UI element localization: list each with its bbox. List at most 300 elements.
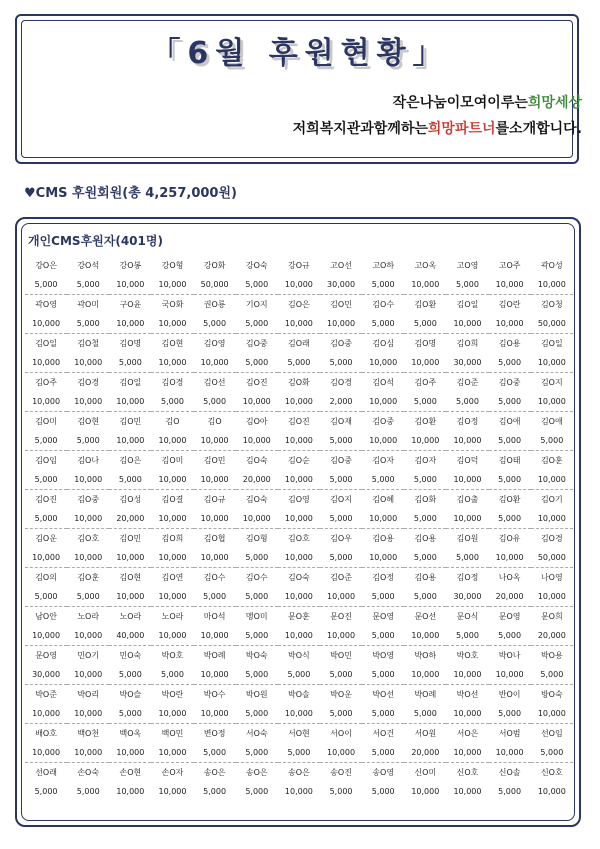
donor-amount: 2,000 [329,397,353,406]
donor-name: 김O숙 [236,451,278,471]
donor-amount: 5,000 [329,436,353,445]
donor-name: 노O라 [151,607,193,627]
donor-amount: 5,000 [498,709,522,718]
donor-name: 서O건 [362,724,404,744]
donor-amount: 5,000 [498,631,522,640]
donor-name: 김O수 [194,568,236,588]
donor-amount: 10,000 [453,475,482,484]
donor-name: 김O중 [489,373,531,393]
donor-amount: 10,000 [74,631,103,640]
donor-name: 김O형 [236,529,278,549]
donor-name: 곽O미 [67,295,109,315]
donor-amount: 5,000 [245,670,269,679]
donor-name: 김O미 [151,451,193,471]
donor-amount: 5,000 [371,787,395,796]
donor-amount: 5,000 [76,787,100,796]
donor-amount: 5,000 [540,436,564,445]
donor-name: 신O호 [446,763,488,783]
donor-amount: 10,000 [495,280,524,289]
donor-name: 박O리 [67,685,109,705]
donor-name: 문O훈 [278,607,320,627]
donor-name: 선O래 [25,763,67,783]
donor-name: 박O준 [25,685,67,705]
donor-name: 김O호 [67,529,109,549]
donor-amount: 20,000 [242,475,271,484]
donor-amount: 5,000 [161,397,184,406]
donor-name: 민O기 [67,646,109,666]
donor-name: 김O일 [531,334,573,354]
donor-amount: 10,000 [284,553,313,562]
donor-name: 서O현 [278,724,320,744]
donor-name: 김O경 [67,373,109,393]
donor-name: 김O중 [362,412,404,432]
donor-amount: 5,000 [34,280,58,289]
subtitle-line-1: 작은나눔이모여이루는희망세상 [392,95,582,111]
donor-name: 박O운 [320,685,362,705]
donor-amount: 20,000 [537,631,566,640]
donor-name: 김O중 [320,334,362,354]
donor-amount: 10,000 [158,787,187,796]
donor-amount: 10,000 [369,397,398,406]
donor-amount: 10,000 [411,280,440,289]
donor-name: 송O진 [320,763,362,783]
donor-amount: 10,000 [284,319,313,328]
donor-amount: 10,000 [284,592,313,601]
donor-amount: 5,000 [456,631,479,640]
donor-amount: 10,000 [32,358,61,367]
donor-amount: 10,000 [74,397,103,406]
donor-amount: 10,000 [158,514,187,523]
donor-amount: 10,000 [537,397,566,406]
donor-amount: 30,000 [453,592,482,601]
donor-name: 김O현 [151,334,193,354]
donor-name: 박O숙 [236,646,278,666]
donor-amount: 10,000 [158,592,187,601]
donor-amount: 10,000 [116,748,145,757]
donor-name: 서O범 [489,724,531,744]
donor-name: 김O민 [194,451,236,471]
donor-amount-row [25,743,573,763]
donor-name: 김O현 [109,568,151,588]
donor-name: 남O안 [25,607,67,627]
donor-name: 김O임 [25,451,67,471]
donor-name: 서O숙 [236,724,278,744]
donor-name: 송O은 [194,763,236,783]
donor-amount: 5,000 [203,787,227,796]
donor-amount: 20,000 [495,592,524,601]
donor-name: 박O민 [320,646,362,666]
donor-name: 김O결 [151,490,193,510]
donor-name: 김O수 [362,295,404,315]
donor-amount: 10,000 [242,397,271,406]
donor-amount: 5,000 [540,748,564,757]
donor-name: 국O화 [151,295,193,315]
donor-amount: 5,000 [245,553,269,562]
donor-name: 손O자 [151,763,193,783]
donor-amount: 5,000 [34,436,58,445]
donor-name: 김O정 [362,568,404,588]
donor-amount: 5,000 [329,358,353,367]
donor-amount: 10,000 [369,553,398,562]
donor-amount: 10,000 [411,787,440,796]
donor-name: 김O지 [531,373,573,393]
donor-name: 문O희 [531,607,573,627]
donor-name: 변O정 [194,724,236,744]
donor-amount: 5,000 [287,358,311,367]
donor-name-row [25,646,573,666]
donor-name: 박O솔 [278,685,320,705]
donor-name: 김O민 [109,529,151,549]
donor-name: 김O준 [320,568,362,588]
donor-name: 김O태 [489,451,531,471]
donor-name: 나O영 [531,568,573,588]
donor-amount: 5,000 [371,319,395,328]
donor-amount: 10,000 [200,436,229,445]
donor-name-row [25,529,573,549]
donor-amount-row [25,392,573,412]
donor-amount-row [25,665,573,685]
donor-amount: 5,000 [413,553,437,562]
donor-amount: 10,000 [74,475,103,484]
donor-amount: 10,000 [284,631,313,640]
donor-amount: 5,000 [540,670,564,679]
donor-amount: 10,000 [495,748,524,757]
donor-name: 고O영 [456,261,479,270]
donor-amount: 5,000 [161,670,184,679]
donor-amount: 5,000 [456,397,479,406]
donor-amount: 10,000 [32,319,61,328]
donor-name: 맹O미 [236,607,278,627]
donor-name: 김O란 [489,295,531,315]
donor-name: 노O라 [67,607,109,627]
highlight-hope-partner: 희망파트너 [427,121,496,137]
donor-amount: 5,000 [413,397,437,406]
donor-name: 신O호 [531,763,573,783]
donor-amount: 5,000 [34,592,58,601]
donor-amount: 5,000 [34,514,58,523]
donor-name: 김O진 [25,490,67,510]
donor-name: 김O준 [446,373,488,393]
donor-name: 김O수 [236,568,278,588]
donor-amount: 10,000 [495,553,524,562]
donor-name: 박O호 [446,646,488,666]
section-heading: ♥CMS 후원회원(총 4,257,000원) [24,186,237,201]
donor-amount: 10,000 [453,787,482,796]
donor-name: 김O화 [404,490,446,510]
donor-amount: 10,000 [327,592,356,601]
donor-name: 김O [151,412,193,432]
donor-amount: 5,000 [287,670,311,679]
donor-amount: 5,000 [245,748,269,757]
donor-name: 김O희 [151,529,193,549]
donor-name: 김O훈 [67,568,109,588]
donor-name: 고O주 [498,261,521,270]
donor-amount: 10,000 [242,436,271,445]
donor-name: 민O숙 [109,646,151,666]
donor-amount: 10,000 [74,709,103,718]
donor-amount: 10,000 [116,592,145,601]
donor-name: 김O환 [489,490,531,510]
donor-amount: 5,000 [245,358,269,367]
donor-name-row [25,568,573,588]
donor-name: 김O명 [404,334,446,354]
donor-amount: 10,000 [284,514,313,523]
donor-name: 김O청 [531,295,573,315]
donor-amount: 10,000 [158,553,187,562]
donor-name-row [25,490,573,510]
donor-name: 신O솔 [489,763,531,783]
donor-amount: 10,000 [116,553,145,562]
donor-name: 김O주 [404,373,446,393]
donor-name: 김O일 [446,295,488,315]
donor-amount-row [25,509,573,529]
donor-amount: 5,000 [456,280,479,289]
donor-amount: 10,000 [200,475,229,484]
donor-name: 문O식 [446,607,488,627]
donor-name: 박O호 [151,646,193,666]
donor-amount: 10,000 [453,436,482,445]
donor-name: 김O주 [25,373,67,393]
donor-amount: 5,000 [413,475,437,484]
donor-amount: 10,000 [158,631,187,640]
donor-name: 김O석 [362,373,404,393]
donor-amount: 5,000 [203,748,227,757]
donor-name: 김O원 [446,529,488,549]
donor-amount: 5,000 [329,670,353,679]
donor-amount: 10,000 [116,397,145,406]
donor-name: 고O하 [372,261,395,270]
donor-amount: 10,000 [537,475,566,484]
donor-amount: 10,000 [411,358,440,367]
donor-amount: 10,000 [495,319,524,328]
donor-name: 박O용 [531,646,573,666]
donor-name: 박O례 [194,646,236,666]
donor-name: 박O나 [489,646,531,666]
donor-name: 강O은 [35,261,57,270]
donor-amount: 10,000 [158,436,187,445]
donor-amount: 5,000 [118,475,142,484]
donor-name: 김O혜 [362,490,404,510]
donor-name: 김O덕 [446,451,488,471]
donor-name: 김O용 [404,529,446,549]
donor-name: 김O진 [236,373,278,393]
donor-name: 서O은 [446,724,488,744]
donor-name: 문O영 [25,646,67,666]
donor-amount: 10,000 [200,358,229,367]
donor-amount: 5,000 [498,358,522,367]
donor-amount: 10,000 [158,358,187,367]
donor-amount: 5,000 [371,631,395,640]
donor-name: 곽O영 [25,295,67,315]
donor-name-row [25,763,573,783]
donor-amount: 5,000 [498,436,522,445]
donor-amount-row [25,275,573,295]
donor-amount: 5,000 [76,436,100,445]
donor-name: 나O옥 [489,568,531,588]
donor-amount: 5,000 [456,553,479,562]
donor-name: 김O중 [67,490,109,510]
donor-name: 김O용 [404,568,446,588]
donor-amount: 40,000 [116,631,145,640]
donor-name: 곽O성 [540,261,563,270]
donor-amount: 10,000 [369,436,398,445]
donor-amount: 10,000 [453,670,482,679]
donor-name: 손O숙 [67,763,109,783]
donor-amount: 10,000 [32,631,61,640]
donor-amount: 5,000 [118,709,142,718]
donor-amount: 5,000 [118,358,142,367]
donor-amount: 10,000 [200,631,229,640]
donor-amount: 30,000 [453,358,482,367]
donor-name: 김O일 [109,373,151,393]
donor-table [25,256,573,801]
donor-amount: 10,000 [284,280,313,289]
donor-amount: 10,000 [158,280,187,289]
donor-name: 백O옥 [109,724,151,744]
donor-amount: 10,000 [32,709,61,718]
donor-name: 고O옥 [414,261,437,270]
donor-name: 김O진 [278,412,320,432]
donor-name: 서O원 [404,724,446,744]
donor-name: 김O지 [320,490,362,510]
donor-amount: 5,000 [413,592,437,601]
donor-name: 김O운 [25,529,67,549]
donor-amount: 10,000 [116,436,145,445]
donor-amount: 5,000 [371,280,395,289]
donor-amount: 10,000 [158,319,187,328]
donor-name-row [25,607,573,627]
donor-name: 김O순 [278,451,320,471]
donor-amount: 10,000 [453,319,482,328]
donor-amount: 5,000 [413,319,437,328]
donor-name: 박O례 [404,685,446,705]
donor-amount: 10,000 [453,709,482,718]
donor-amount: 5,000 [76,319,100,328]
donor-amount-row [25,431,573,451]
donor-name: 방O숙 [531,685,573,705]
donor-name: 문O진 [320,607,362,627]
donor-name: 김O경 [320,373,362,393]
donor-amount-row [25,782,573,801]
donor-name: 김O영 [278,490,320,510]
donor-amount-row [25,353,573,373]
donor-amount: 5,000 [329,514,353,523]
donor-name: 김O민 [320,295,362,315]
donor-amount: 10,000 [242,514,271,523]
donor-amount: 10,000 [453,748,482,757]
donor-amount: 10,000 [369,358,398,367]
donor-name: 김O자 [404,451,446,471]
donor-amount: 5,000 [245,592,269,601]
table-label: 개인CMS후원자(401명) [28,234,163,248]
donor-name: 기O지 [236,295,278,315]
donor-name: 노O라 [109,607,151,627]
donor-name-row [25,295,573,315]
donor-name: 김O나 [67,451,109,471]
donor-name: 강O화 [203,261,226,270]
donor-name: 김O민 [109,412,151,432]
donor-amount: 5,000 [245,319,269,328]
donor-name: 김O명 [109,334,151,354]
donor-name: 서O이 [320,724,362,744]
donor-name: 문O선 [404,607,446,627]
donor-amount: 10,000 [74,748,103,757]
donor-amount: 5,000 [245,280,269,289]
donor-name: 문O영 [362,607,404,627]
donor-name-row [25,334,573,354]
donor-name: 반O이 [489,685,531,705]
donor-name: 마O석 [194,607,236,627]
donor-name: 김O경 [531,529,573,549]
donor-name-row [25,373,573,393]
donor-name: 박O선 [446,685,488,705]
donor-name: 김O우 [320,529,362,549]
donor-amount: 20,000 [116,514,145,523]
donor-amount: 5,000 [245,787,269,796]
donor-amount: 5,000 [413,514,437,523]
donor-amount: 10,000 [116,319,145,328]
donor-amount: 10,000 [284,787,313,796]
donor-amount: 10,000 [32,748,61,757]
donor-name-row [25,451,573,471]
subtitle-line-2: 저희복지관과함께하는희망파트너를소개합니다. [292,121,582,137]
donor-amount: 5,000 [413,709,437,718]
donor-name: 김O기 [531,490,573,510]
donor-amount-row [25,314,573,334]
donor-name: 송O은 [278,763,320,783]
donor-amount: 5,000 [203,592,227,601]
donor-amount: 5,000 [371,670,395,679]
donor-amount: 5,000 [34,787,58,796]
donor-amount: 10,000 [537,592,566,601]
donor-amount: 10,000 [327,748,356,757]
donor-name: 박O원 [236,685,278,705]
donor-name: 고O선 [330,261,352,270]
donor-name: 김O일 [25,334,67,354]
donor-amount: 10,000 [200,514,229,523]
donor-name: 김O아 [236,412,278,432]
donor-name: 선O임 [531,724,573,744]
donor-name-row [25,724,573,744]
donor-amount: 5,000 [498,787,522,796]
donor-name: 김O [194,412,236,432]
donor-name: 김O정 [446,412,488,432]
donor-amount: 10,000 [200,709,229,718]
donor-name: 백O천 [67,724,109,744]
donor-name: 김O자 [362,451,404,471]
donor-amount: 5,000 [203,319,227,328]
donor-amount: 10,000 [74,358,103,367]
donor-name: 박O하 [404,646,446,666]
donor-amount: 10,000 [284,436,313,445]
donor-name: 박O식 [278,646,320,666]
page-title: 「6월 후원현황」 [150,36,450,71]
donor-amount: 5,000 [498,514,522,523]
donor-amount: 10,000 [74,553,103,562]
donor-amount: 10,000 [537,514,566,523]
donor-name: 김O경 [151,373,193,393]
donor-amount: 5,000 [371,475,395,484]
donor-name: 문O영 [489,607,531,627]
donor-name: 김O화 [278,373,320,393]
donor-name: 김O재 [320,412,362,432]
donor-amount: 10,000 [116,280,145,289]
donor-amount: 10,000 [327,319,356,328]
donor-name: 배O호 [25,724,67,744]
donor-amount: 10,000 [32,397,61,406]
donor-amount: 10,000 [537,358,566,367]
donor-name: 김O미 [25,412,67,432]
